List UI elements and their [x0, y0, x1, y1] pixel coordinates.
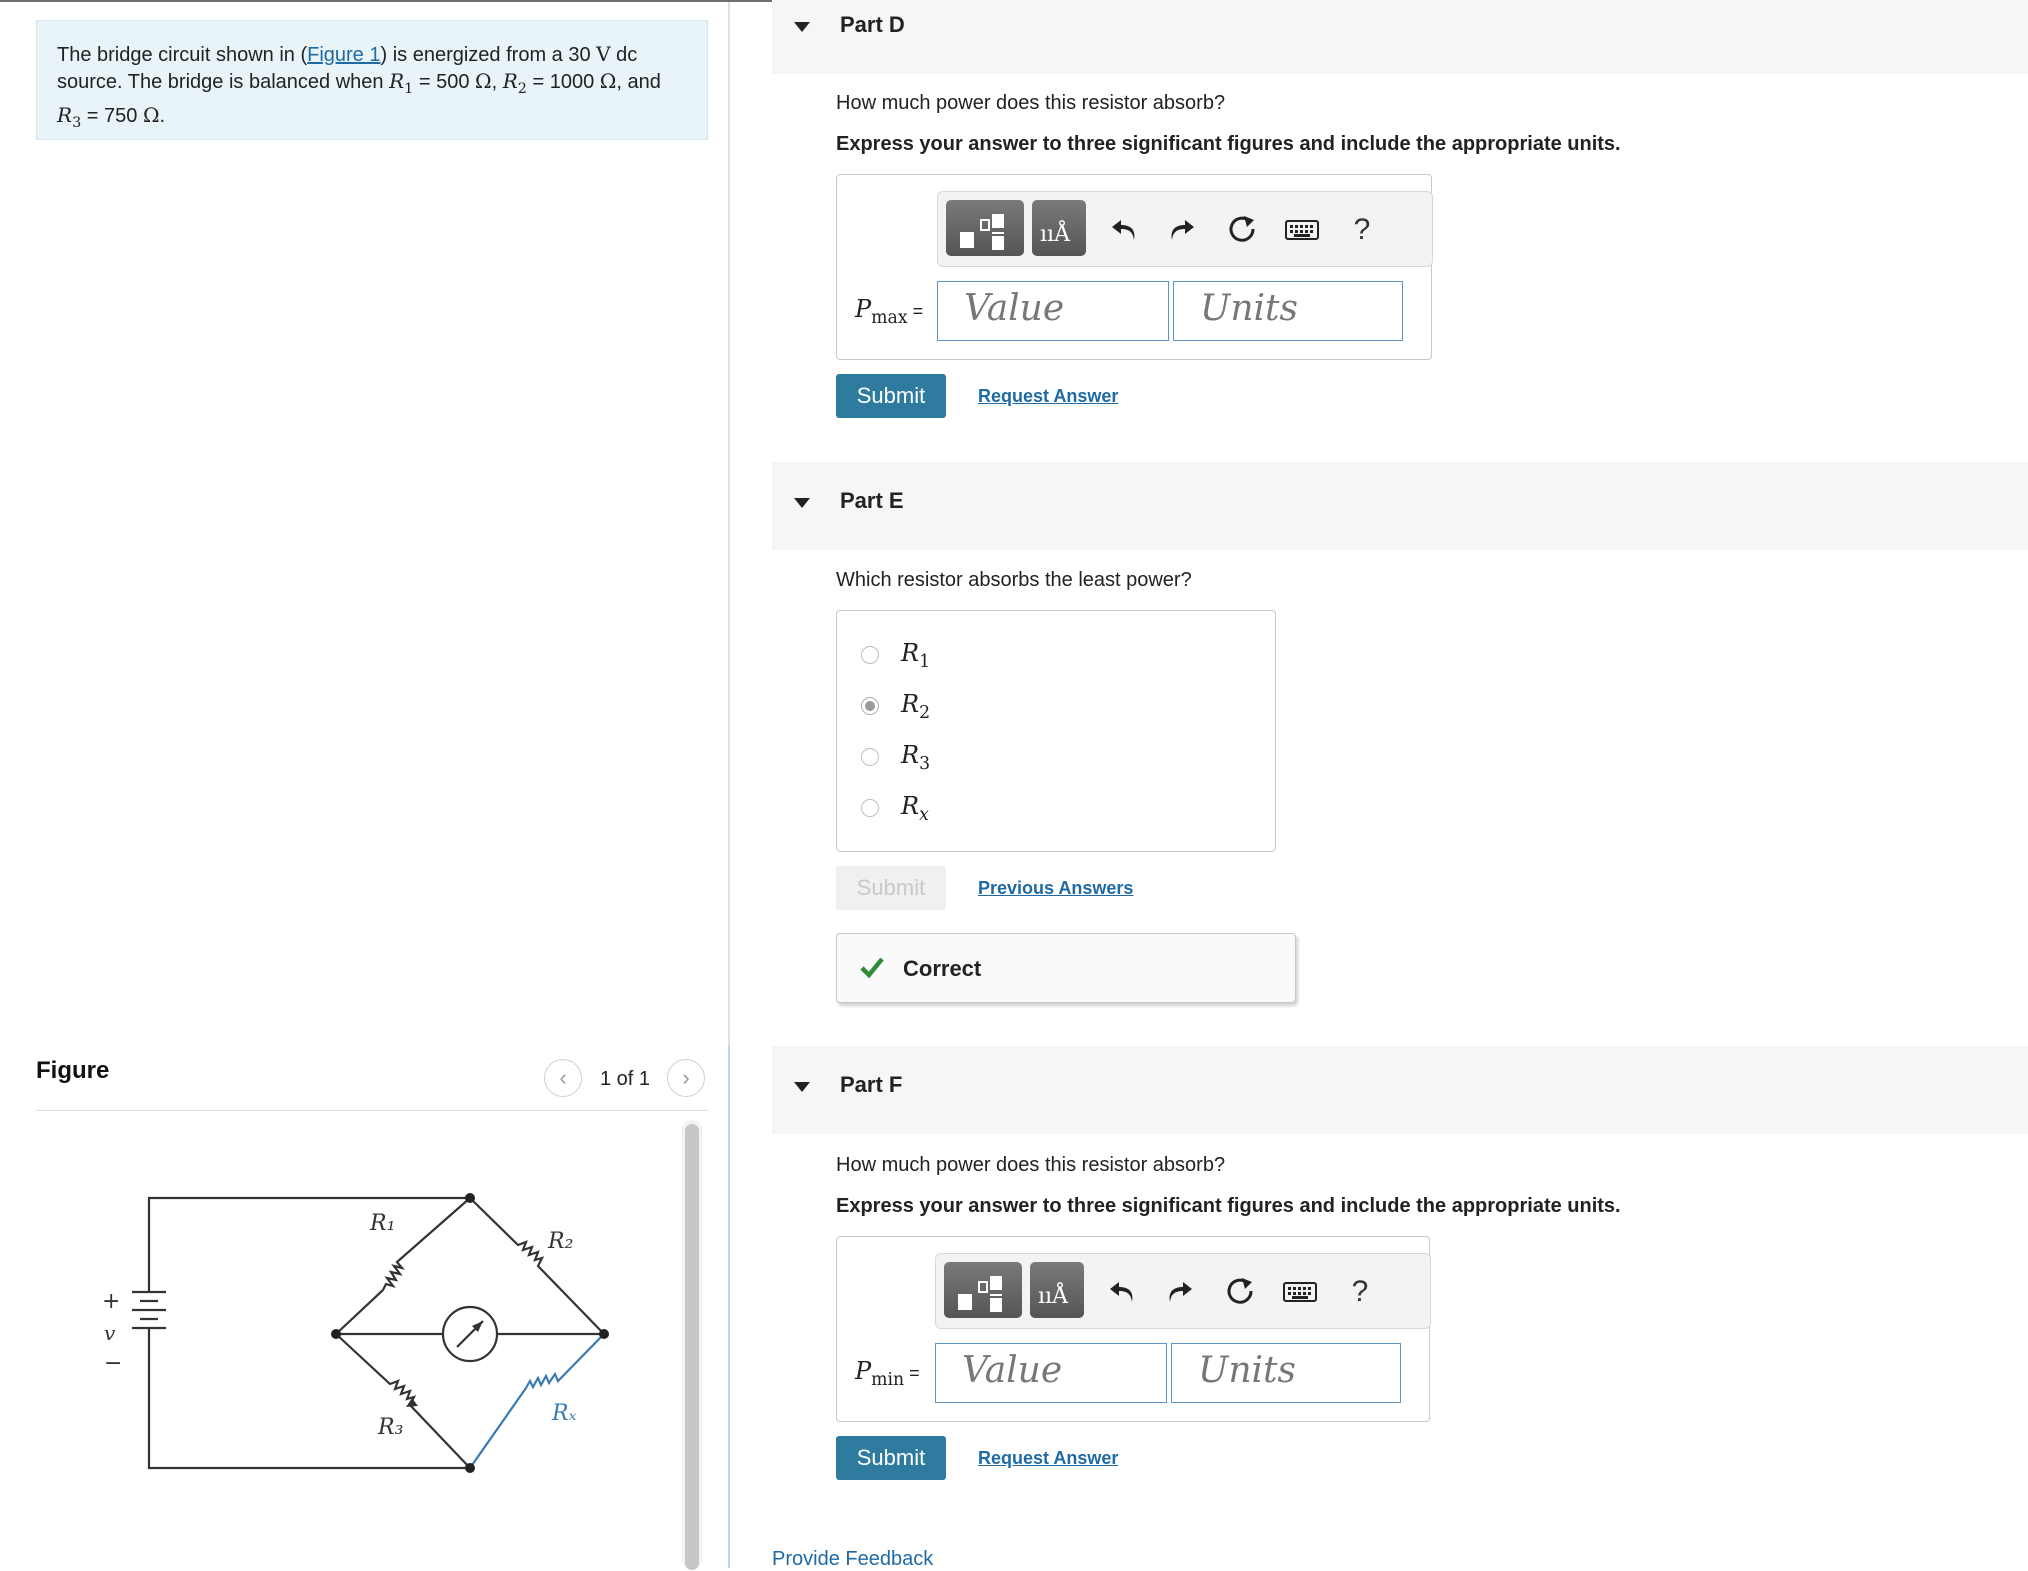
part-f-header[interactable] [772, 1046, 2028, 1134]
label-r3: R₃ [378, 1415, 404, 1440]
var-symbol: P [855, 1357, 872, 1385]
figure-next-button[interactable] [667, 1059, 705, 1097]
bottom-wire [149, 1329, 470, 1468]
math-toolbar [937, 191, 1433, 267]
r1-subscript: 1 [404, 81, 414, 97]
part-e-title: Part E [840, 488, 904, 513]
part-e-previous-answers-link[interactable]: Previous Answers [978, 878, 1134, 898]
var-subscript: max [871, 307, 908, 328]
part-d-question: How much power does this resistor absorb? [836, 92, 1226, 114]
top-wire [149, 1198, 470, 1291]
resistor-r1 [336, 1198, 470, 1334]
help-button[interactable]: ? [1351, 1275, 1369, 1308]
part-f-submit-button[interactable]: Submit [836, 1436, 946, 1480]
choice-subscript: x [919, 804, 929, 825]
label-rx: Rₓ [552, 1401, 577, 1426]
pane-divider-accent [728, 1045, 730, 1568]
problem-text: and [627, 71, 661, 93]
help-button[interactable]: ? [1353, 213, 1371, 246]
provide-feedback-link[interactable]: Provide Feedback [772, 1548, 934, 1570]
chevron-left-icon: ‹ [559, 1065, 567, 1090]
checkmark-icon [859, 954, 885, 980]
value-input[interactable]: Value [937, 281, 1169, 341]
r1-value: = 500 [413, 71, 475, 93]
left-pane [0, 2, 728, 1568]
ohm-unit: Ω [599, 69, 617, 93]
collapse-triangle-icon [794, 1082, 810, 1092]
label-r1: R₁ [370, 1211, 396, 1236]
var-symbol: P [855, 295, 872, 323]
figure-link[interactable]: Figure 1 [307, 44, 381, 66]
redo-icon [1165, 1277, 1195, 1307]
units-angstrom-icon: ııÅ [1038, 1284, 1068, 1309]
redo-icon [1167, 215, 1197, 245]
units-button[interactable] [1030, 1262, 1084, 1318]
choice-rx[interactable] [861, 792, 1161, 824]
resistor-r2 [470, 1198, 604, 1334]
figure-scrollbar-thumb[interactable] [685, 1124, 699, 1570]
part-d-answer-box [836, 174, 1432, 360]
redo-button[interactable] [1160, 204, 1204, 256]
label-r2: R₂ [548, 1229, 574, 1254]
bridge-circuit-diagram [60, 1162, 660, 1492]
label-plus: + [102, 1289, 121, 1314]
label-v: v [104, 1321, 116, 1345]
figure-divider [36, 1110, 708, 1111]
keyboard-icon [1285, 219, 1319, 241]
undo-icon [1107, 1277, 1137, 1307]
choice-subscript: 3 [919, 753, 931, 774]
radio-button-selected[interactable] [861, 697, 879, 715]
part-f-answer-box [836, 1236, 1430, 1422]
part-e-question: Which resistor absorbs the least power? [836, 569, 1192, 591]
choice-r3[interactable] [861, 741, 1161, 773]
keyboard-icon [1283, 1281, 1317, 1303]
node-right [599, 1329, 609, 1339]
reset-icon [1224, 1276, 1256, 1308]
undo-button[interactable] [1100, 1266, 1144, 1318]
part-f-instruction: Express your answer to three significant figures and include the appropriate units. [836, 1195, 1621, 1217]
undo-icon [1109, 215, 1139, 245]
collapse-triangle-icon [794, 22, 810, 32]
problem-text: ) is energized from a 30 [380, 44, 591, 66]
r3-symbol: R [57, 103, 73, 127]
collapse-triangle-icon [794, 498, 810, 508]
choice-symbol: R [901, 740, 920, 769]
template-button[interactable] [944, 1262, 1022, 1318]
choice-subscript: 1 [919, 651, 931, 672]
figure-counter: 1 of 1 [600, 1068, 651, 1090]
radio-button[interactable] [861, 646, 879, 664]
volt-unit: V [596, 42, 611, 66]
ohm-unit: Ω [475, 69, 492, 93]
part-d-submit-button[interactable]: Submit [836, 374, 946, 418]
choice-symbol: R [901, 791, 920, 820]
r2-subscript: 2 [517, 81, 527, 97]
part-e-submit-button[interactable]: Submit [836, 866, 946, 910]
problem-text: dc source. The bridge is balanced when [57, 44, 638, 93]
pmax-label [855, 295, 923, 328]
equals-sign: = [904, 1363, 920, 1383]
figure-title: Figure [36, 1057, 110, 1084]
problem-text: The bridge circuit shown in ( [57, 44, 308, 66]
reset-icon [1226, 214, 1258, 246]
value-input[interactable]: Value [935, 1343, 1167, 1403]
choice-subscript: 2 [919, 702, 931, 723]
redo-button[interactable] [1158, 1266, 1202, 1318]
r2-value: = 1000 [526, 71, 600, 93]
node-bottom [465, 1463, 475, 1473]
node-left [331, 1329, 341, 1339]
var-subscript: min [871, 1369, 905, 1390]
units-input[interactable]: Units [1173, 281, 1403, 341]
part-e-header[interactable] [772, 462, 2028, 550]
math-toolbar [935, 1253, 1431, 1329]
r1-symbol: R [389, 69, 405, 93]
part-f-request-answer-link[interactable]: Request Answer [978, 1448, 1119, 1468]
resistor-r3 [336, 1334, 470, 1468]
choice-symbol: R [901, 689, 920, 718]
pmin-label [855, 1357, 920, 1390]
radio-button[interactable] [861, 748, 879, 766]
equals-sign: = [907, 301, 924, 321]
reset-button[interactable] [1220, 204, 1264, 256]
fraction-template-icon [944, 1262, 1022, 1318]
part-d-instruction: Express your answer to three significant figures and include the appropriate units. [836, 133, 1621, 155]
part-f-question: How much power does this resistor absorb? [836, 1154, 1226, 1176]
part-d-title: Part D [840, 12, 905, 37]
node-top [465, 1193, 475, 1203]
resistor-rx [470, 1334, 604, 1468]
keyboard-button[interactable] [1280, 204, 1324, 256]
units-input[interactable]: Units [1171, 1343, 1401, 1403]
ohm-unit: Ω [142, 103, 160, 127]
correct-feedback [836, 933, 1296, 1003]
part-d-header[interactable] [772, 0, 2028, 74]
template-button[interactable] [946, 200, 1024, 256]
keyboard-button[interactable] [1278, 1266, 1322, 1318]
r3-value: = 750 [81, 105, 143, 127]
part-f-title: Part F [840, 1072, 903, 1097]
problem-statement: The bridge circuit shown in (Figure 1) is energized from a 30 V dc source. The bridge is balanced when $R_1 = 500$ Ω, $R_2 = 1000$ Ω, and $R_3 = 750$ Ω. [36, 20, 708, 140]
fraction-template-icon [946, 200, 1024, 256]
chevron-right-icon: › [682, 1065, 690, 1090]
undo-button[interactable] [1102, 204, 1146, 256]
choice-r1[interactable] [861, 639, 1161, 671]
choice-symbol: R [901, 638, 920, 667]
radio-button[interactable] [861, 799, 879, 817]
choice-r2[interactable] [861, 690, 1161, 722]
part-d-request-answer-link[interactable]: Request Answer [978, 386, 1119, 406]
units-button[interactable] [1032, 200, 1086, 256]
label-minus: − [104, 1351, 123, 1376]
reset-button[interactable] [1218, 1266, 1262, 1318]
units-angstrom-icon: ııÅ [1040, 222, 1070, 247]
figure-prev-button[interactable] [544, 1059, 582, 1097]
r3-subscript: 3 [72, 115, 82, 131]
r2-symbol: R [502, 69, 518, 93]
part-e-choices [836, 610, 1276, 852]
correct-label: Correct [903, 956, 982, 981]
